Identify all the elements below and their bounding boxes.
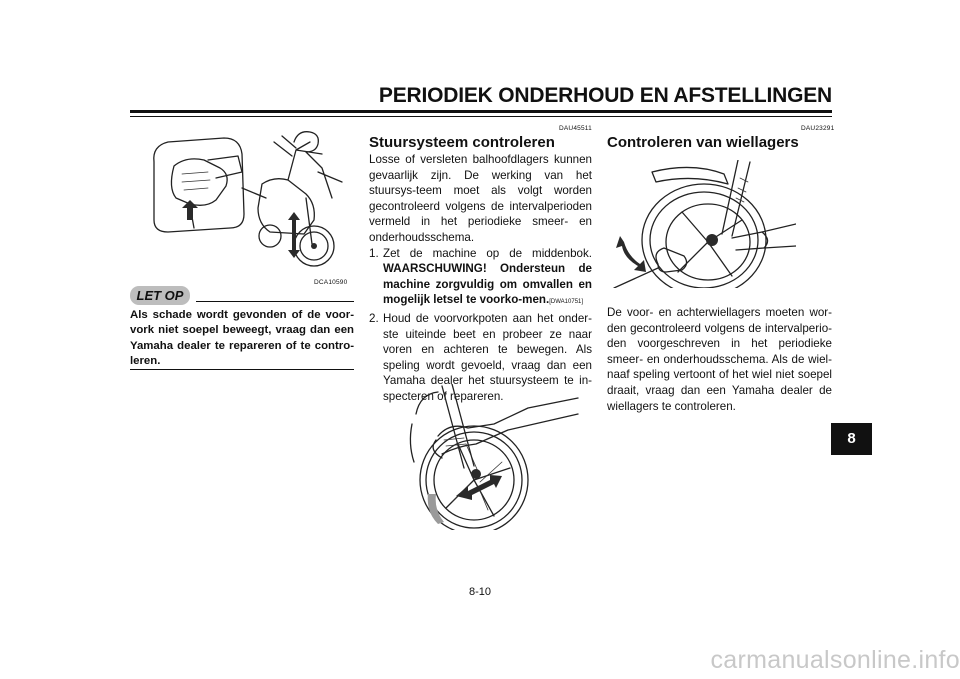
page-number: 8-10 bbox=[468, 586, 492, 598]
wheels-text: De voor- en achterwiellagers moeten wor-den gecontroleerd volgens de intervalperio-den voorgeschreven in het periodieke smeer- en onderhoudsschema. Als de wiel-naaf speling vertoont of het wiel niet soepel draait, vraag dan een Yamaha dealer de wiellagers te controleren. bbox=[607, 306, 832, 413]
notice-text: Als schade wordt gevonden of de voor-vork niet soepel beweegt, vraag dan een Yamaha dealer te repareren of te contro-leren. bbox=[130, 309, 354, 368]
wheel-bearing-illustration bbox=[612, 160, 796, 288]
step-text bbox=[383, 246, 592, 311]
notice-rule bbox=[130, 369, 354, 370]
steering-check-illustration bbox=[398, 384, 584, 530]
watermark-text: carmanualsonline.info bbox=[710, 646, 960, 674]
warning-text: WAARSCHUWING! Ondersteun de machine zorgvuldig om omvallen en mogelijk letsel te voorko-men. bbox=[383, 262, 592, 307]
step-text: Houd de voorvorkpoten aan het onder-ste uiteinde beet en probeer ze naar voren en achteren te bewegen. Als speling wordt gevoeld, vraag dan een Yamaha dealer het stuursysteem te in-specteren of repareren. bbox=[383, 311, 592, 403]
step-item bbox=[369, 246, 592, 311]
figure-code: DCA10590 bbox=[314, 279, 348, 286]
step-text-main: Zet de machine op de middenbok. bbox=[383, 246, 592, 260]
notice-badge: LET OP bbox=[130, 286, 190, 305]
section-code: DAU45511 bbox=[559, 125, 592, 132]
chapter-tab: 8 bbox=[831, 423, 872, 455]
page-title: PERIODIEK ONDERHOUD EN AFSTELLINGEN bbox=[378, 84, 832, 107]
fork-check-illustration bbox=[146, 128, 346, 274]
section-heading: Controleren van wiellagers bbox=[607, 134, 799, 151]
header-rule-thin bbox=[130, 116, 832, 117]
notice-rule bbox=[196, 301, 354, 302]
warning-code: [DWA10751] bbox=[549, 299, 584, 306]
header-rule bbox=[130, 110, 832, 113]
step-number: 2. bbox=[369, 311, 379, 325]
steering-section bbox=[369, 152, 592, 405]
step-number: 1. bbox=[369, 246, 379, 260]
section-heading: Stuursysteem controleren bbox=[369, 134, 555, 151]
steering-intro: Losse of versleten balhoofdlagers kunnen gevaarlijk zijn. De werking van het stuursys-teem moet als volgt worden gecontroleerd volgens de intervalperioden vermeld in het periodieke smeer- en onderhoudsschema. bbox=[369, 153, 592, 244]
section-code: DAU23291 bbox=[801, 125, 835, 132]
